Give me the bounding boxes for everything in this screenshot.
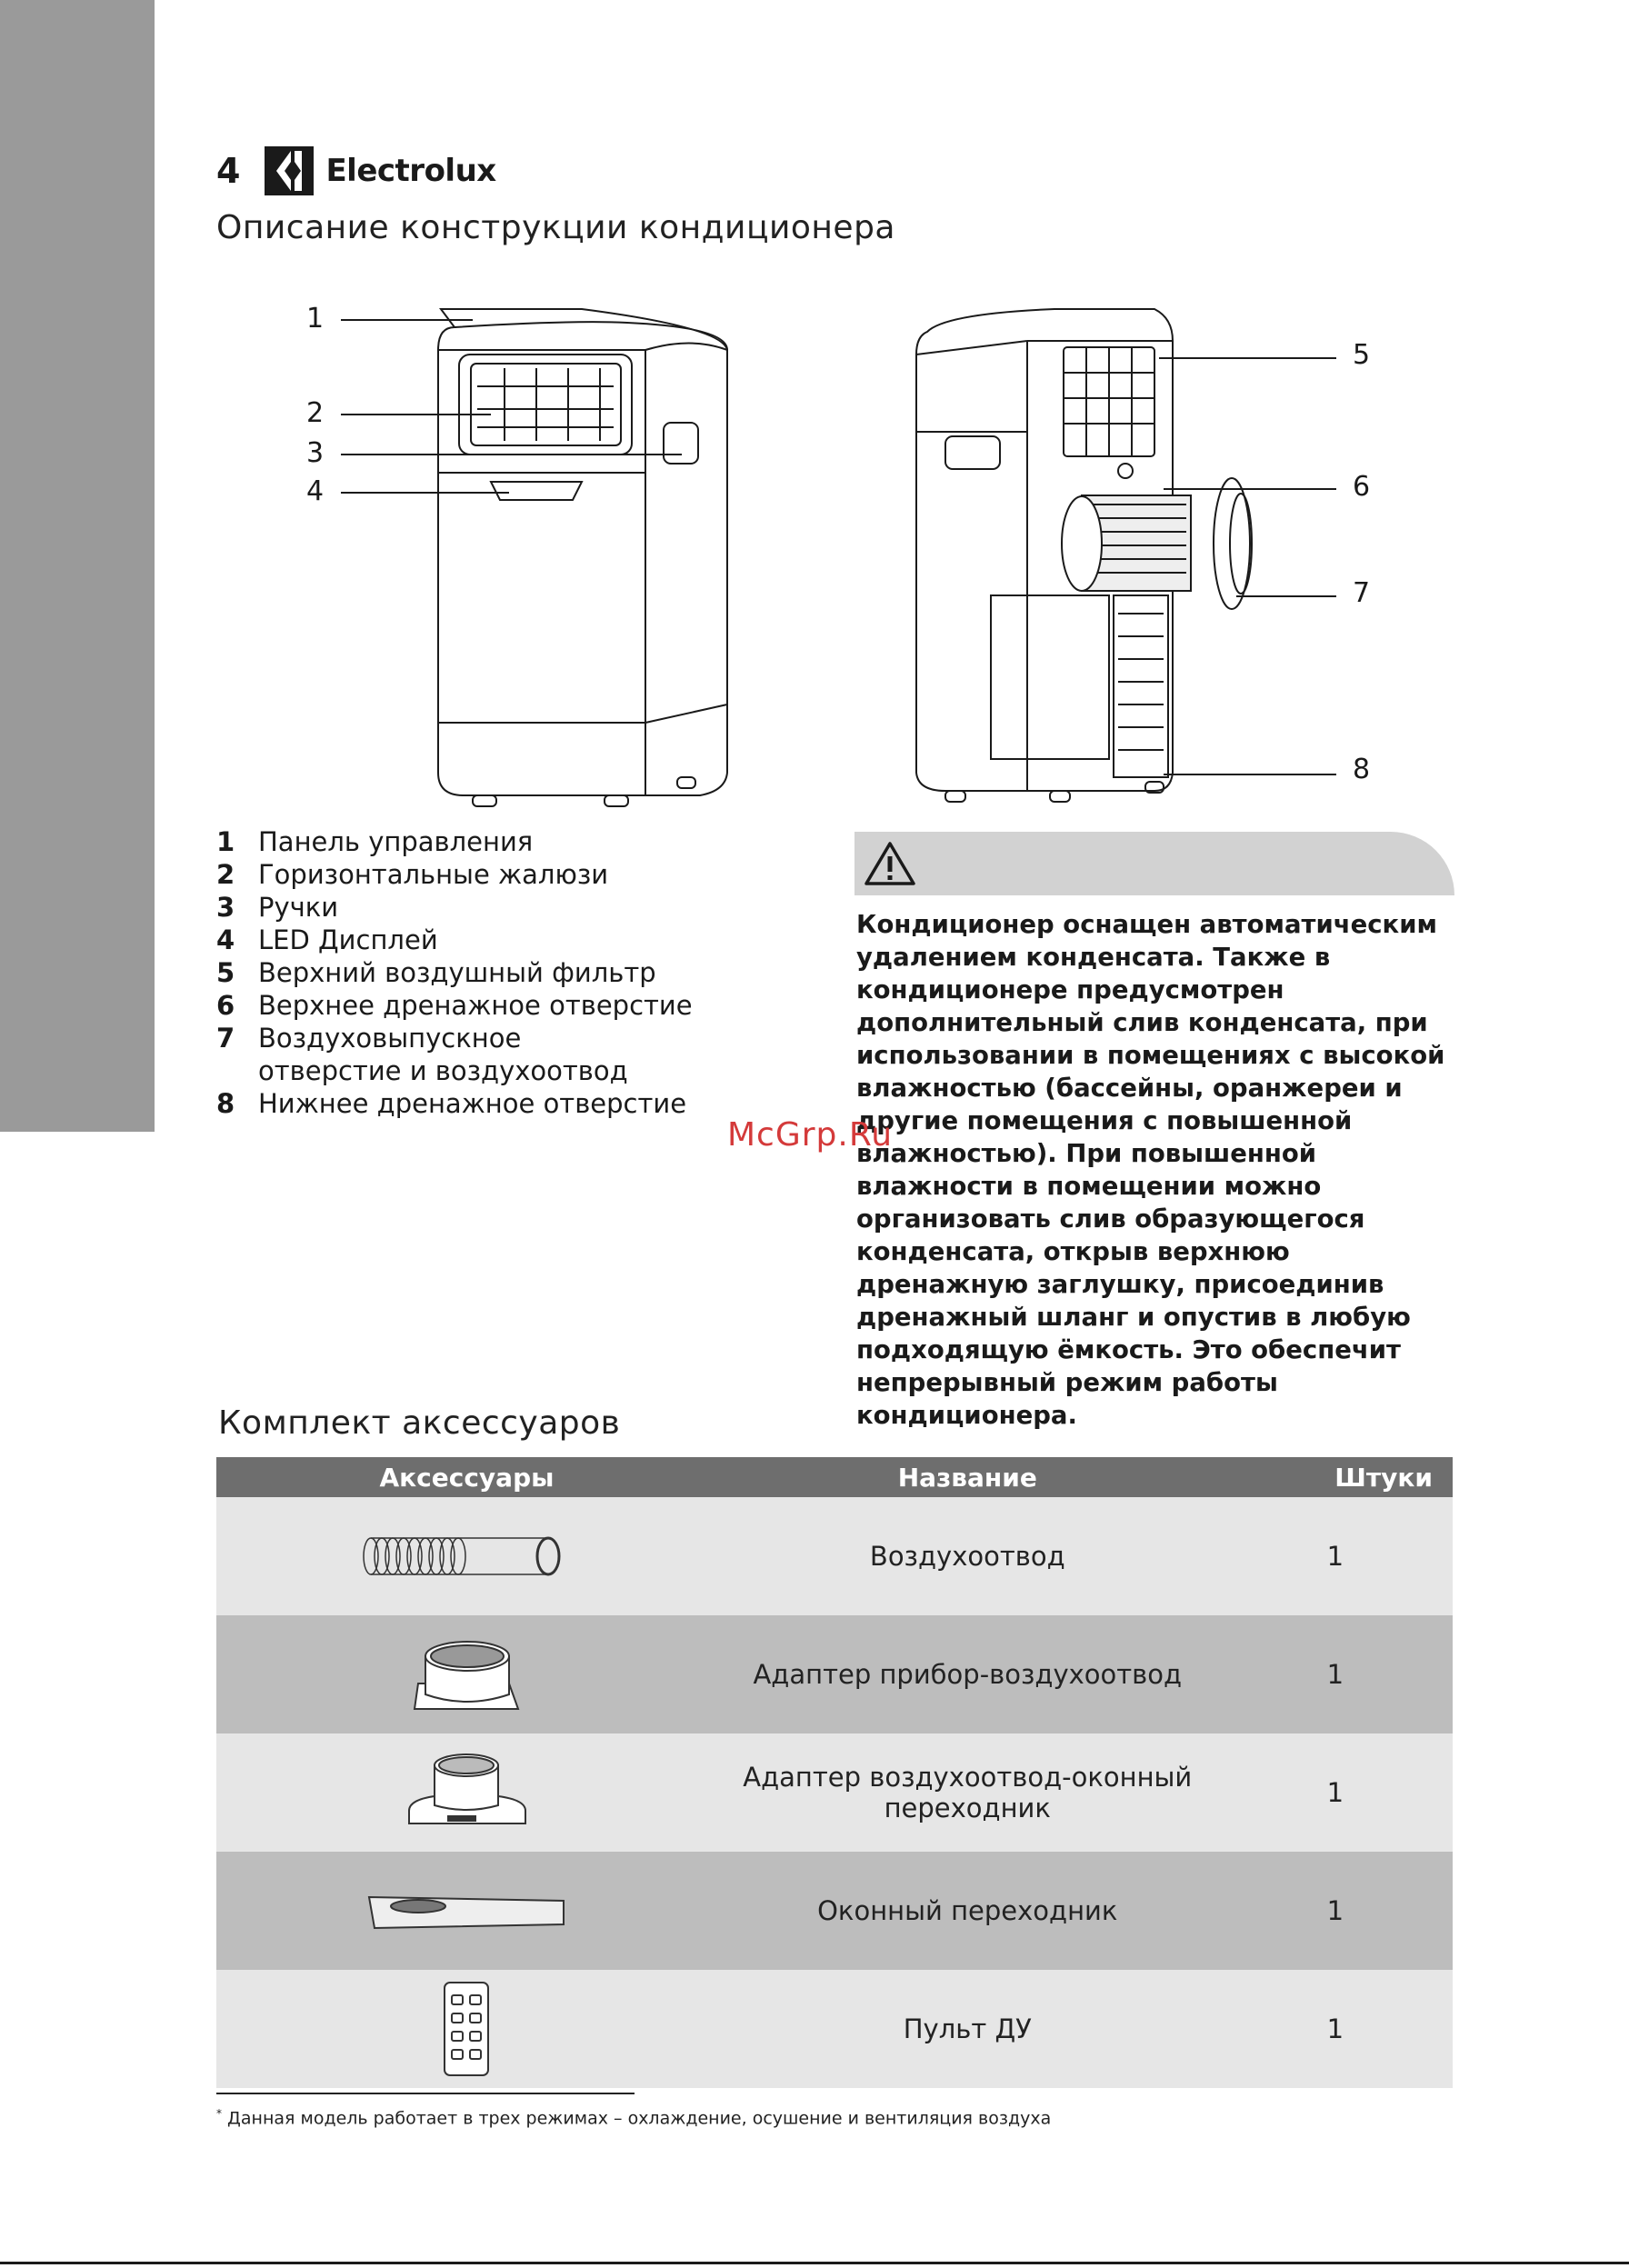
electrolux-logo	[264, 145, 495, 196]
footnote-marker: *	[216, 2107, 222, 2120]
accessory-image-cell	[216, 1615, 717, 1733]
part-number: 8	[216, 1088, 235, 1119]
list-item	[216, 956, 731, 989]
page-number: 4	[216, 151, 241, 191]
part-label: Горизонтальные жалюзи	[258, 859, 609, 890]
accessory-qty: 1	[1218, 1970, 1453, 2088]
section-title-accessories: Комплект аксессуаров	[218, 1404, 621, 1442]
table-row	[216, 1852, 1453, 1970]
list-item	[216, 1022, 731, 1087]
callout-7: 7	[1353, 577, 1371, 609]
footnote-rule	[216, 2093, 635, 2094]
part-label: Нижнее дренажное отверстие	[258, 1088, 687, 1119]
part-label: Ручки	[258, 892, 339, 923]
accessory-name: Адаптер прибор-воздухоотвод	[717, 1615, 1218, 1733]
list-item	[216, 858, 731, 891]
table-row	[216, 1733, 1453, 1852]
list-item	[216, 891, 731, 924]
accessory-name: Пульт ДУ	[717, 1970, 1218, 2088]
page-header	[216, 145, 496, 196]
part-label: Панель управления	[258, 826, 534, 857]
footnote	[216, 2107, 1051, 2128]
warning-bar	[854, 832, 1454, 895]
header-accessories: Аксессуары	[216, 1457, 717, 1497]
part-number: 4	[216, 924, 235, 955]
header-name: Название	[717, 1457, 1218, 1497]
accessory-name: Оконный переходник	[717, 1852, 1218, 1970]
accessory-name: Адаптер воздухоотвод-оконный переходник	[717, 1733, 1218, 1852]
part-number: 3	[216, 892, 235, 923]
air-duct-icon	[362, 1529, 571, 1584]
warning-triangle-icon	[864, 841, 916, 886]
rear-view-diagram	[891, 300, 1400, 809]
callout-1: 1	[306, 303, 325, 335]
header-qty: Штуки	[1218, 1457, 1453, 1497]
part-number: 5	[216, 957, 235, 988]
accessories-table	[216, 1457, 1453, 2088]
callout-3: 3	[306, 437, 325, 469]
accessory-qty: 1	[1218, 1733, 1453, 1852]
warning-block	[854, 832, 1454, 1432]
callout-8: 8	[1353, 754, 1371, 785]
table-row	[216, 1970, 1453, 2088]
electrolux-emblem-icon	[264, 145, 315, 196]
list-item	[216, 924, 731, 956]
side-bar	[0, 0, 155, 1132]
part-number: 2	[216, 859, 235, 890]
window-kit-icon	[362, 1888, 571, 1933]
accessory-image-cell	[216, 1970, 717, 2088]
callout-5: 5	[1353, 339, 1371, 371]
part-number: 7	[216, 1023, 235, 1054]
bottom-rule	[0, 2262, 1629, 2264]
part-number: 6	[216, 990, 235, 1021]
accessory-image-cell	[216, 1497, 717, 1615]
table-row	[216, 1615, 1453, 1733]
part-label: Воздуховыпускное отверстие и воздухоотвод	[258, 1023, 628, 1086]
parts-list	[216, 825, 731, 1120]
warning-text: Кондиционер оснащен автоматическим удалением конденсата. Также в кондиционере предусмотрен дополнительный слив конденсата, при использовании в помещениях с высокой влажностью (бассейны, оранжереи и другие помещения с повышенной влажностью). При повышенной влажности в помещении можно организовать слив образующегося конденсата, открыв верхнюю дренажную заглушку, присоединив дренажный шланг и опустив в любую подходящую ёмкость. Это обеспечит непрерывный режим работы кондиционера.	[856, 910, 1445, 1430]
front-view-diagram	[300, 300, 736, 809]
list-item	[216, 825, 731, 858]
section-title-design: Описание конструкции кондиционера	[216, 209, 895, 246]
accessory-qty: 1	[1218, 1615, 1453, 1733]
part-label: Верхнее дренажное отверстие	[258, 990, 693, 1021]
table-header-row	[216, 1457, 1453, 1497]
part-label: Верхний воздушный фильтр	[258, 957, 656, 988]
device-duct-adapter-icon	[407, 1629, 525, 1720]
list-item	[216, 989, 731, 1022]
callout-4: 4	[306, 475, 325, 507]
table-row	[216, 1497, 1453, 1615]
footnote-text: Данная модель работает в трех режимах – охлаждение, осушение и вентиляция воздуха	[227, 2108, 1052, 2129]
accessory-qty: 1	[1218, 1852, 1453, 1970]
part-label: LED Дисплей	[258, 924, 438, 955]
duct-window-adapter-icon	[398, 1747, 535, 1838]
accessory-qty: 1	[1218, 1497, 1453, 1615]
accessory-image-cell	[216, 1852, 717, 1970]
accessory-image-cell	[216, 1733, 717, 1852]
callout-6: 6	[1353, 471, 1371, 503]
callout-2: 2	[306, 397, 325, 429]
list-item	[216, 1087, 731, 1120]
accessory-name: Воздухоотвод	[717, 1497, 1218, 1615]
watermark: McGrp.Ru	[727, 1116, 894, 1154]
brand-name: Electrolux	[325, 153, 496, 189]
part-number: 1	[216, 826, 235, 857]
remote-control-icon	[439, 1979, 494, 2079]
